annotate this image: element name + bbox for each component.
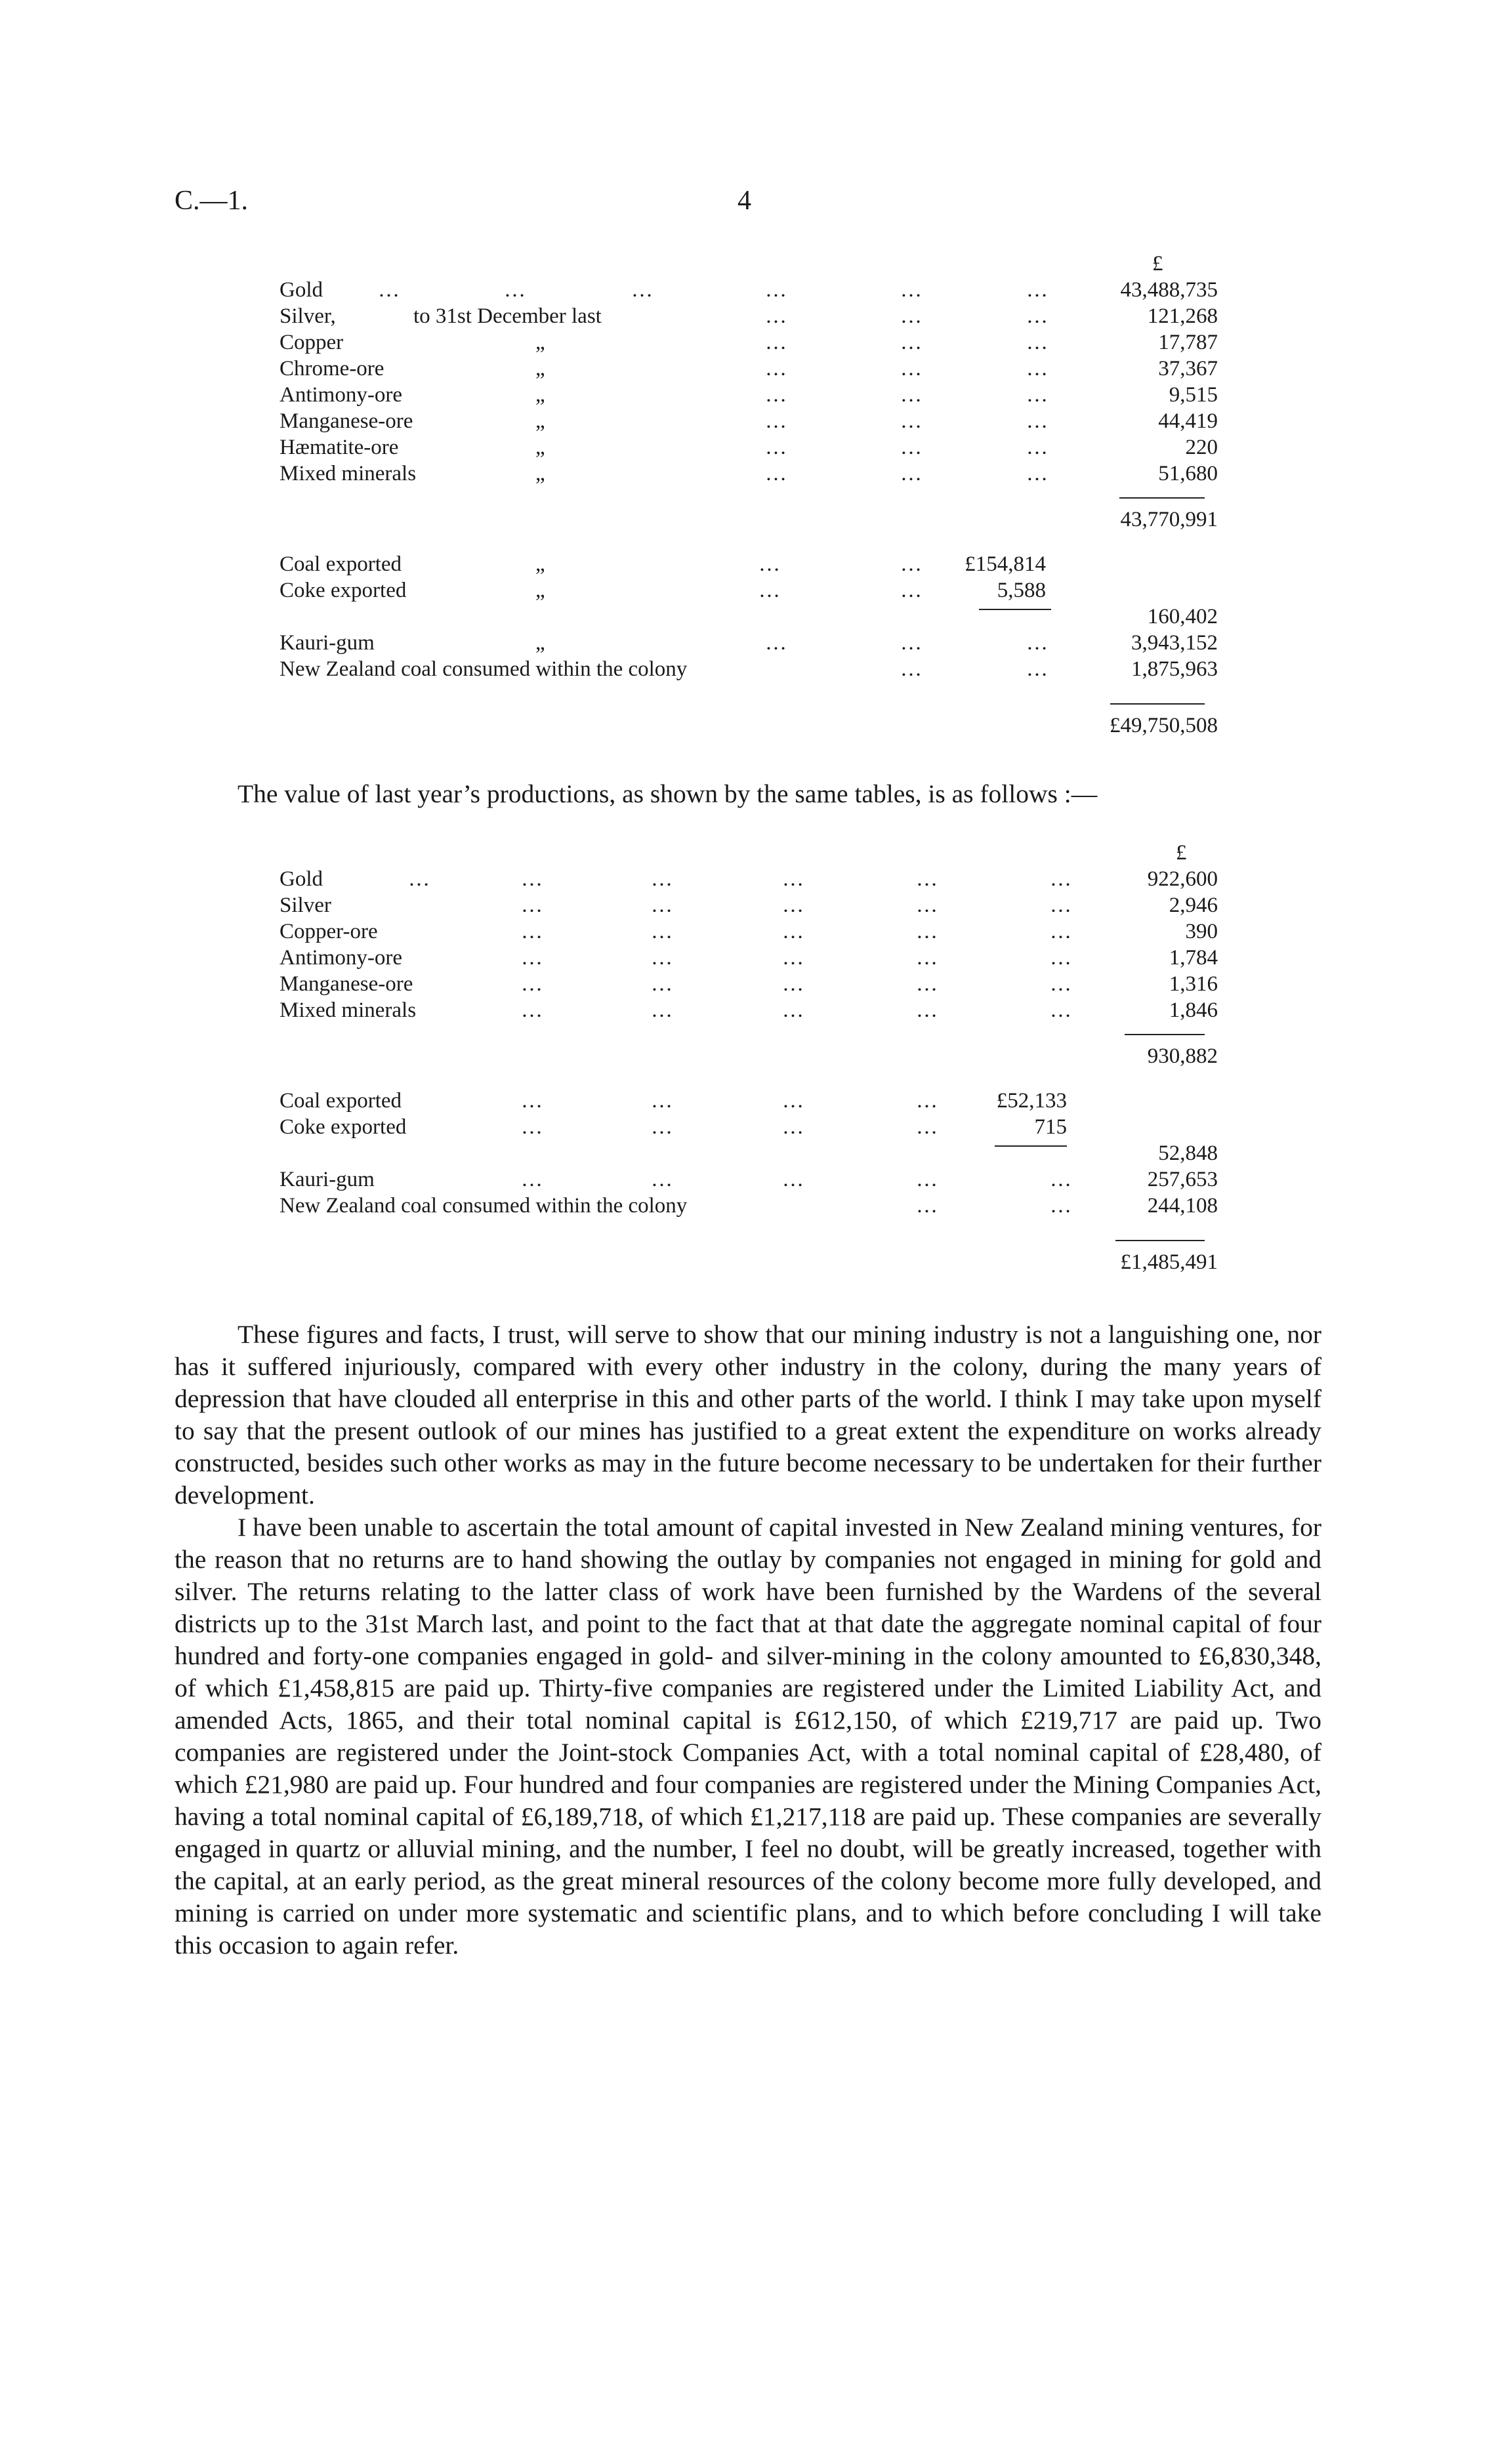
leader-dots: … [1050, 893, 1072, 917]
row-amount: 390 [1185, 920, 1218, 943]
leader-dots: … [651, 1089, 673, 1113]
leader-dots: … [521, 1168, 543, 1191]
row-label: Manganese-ore [280, 409, 413, 433]
leader-dots: … [521, 972, 543, 996]
grand-total: £49,750,508 [1110, 714, 1218, 737]
row-amount: 1,316 [1169, 972, 1218, 996]
leader-dots: … [1026, 657, 1049, 681]
row-amount: 51,680 [1158, 462, 1218, 485]
leader-dots: … [521, 920, 543, 943]
currency-symbol: £ [1152, 252, 1163, 276]
paragraph: I have been unable to ascertain the total amount of capital invested in New Zealand mining ventures, for the reason that no returns are to hand showing the outlay by companies not engaged in mining for gold and silver. The returns relating to the latter class of work have been furnished by the Wardens of the several districts up to the 31st March last, and point to the fact that at that date the aggregate nominal capital of four hundred and forty-one companies engaged in gold- and silver-mining in the colony amounted to £6,830,348, of which £1,458,815 are paid up. Thirty-five companies are registered under the Limited Liability Act, and amended Acts, 1865, and their total nominal capital is £612,150, of which £219,717 are paid up. Two companies are registered under the Joint-stock Companies Act, with a total nominal capital of £28,480, of which £21,980 are paid up. Four hundred and four companies are registered under the Mining Companies Act, having a total nominal capital of £6,189,718, of which £1,217,118 are paid up. These companies are severally engaged in quartz or alluvial mining, and the number, I feel no doubt, will be greatly increased, together with the capital, at an early period, as the great mineral resources of the colony become more fully developed, and mining is carried on under more systematic and scientific plans, and to which before concluding I will take this occasion to again refer. [175, 1513, 1321, 1960]
leader-dots: … [521, 946, 543, 970]
leader-dots: … [916, 1115, 938, 1139]
row-label: Copper-ore [280, 920, 378, 943]
leader-dots: … [916, 893, 938, 917]
leader-dots: … [758, 552, 781, 576]
leader-dots: … [651, 946, 673, 970]
table-row [280, 1088, 1218, 1114]
leader-dots: … [900, 657, 923, 681]
ditto-mark: „ [535, 383, 545, 407]
row-label: Kauri-gum [280, 631, 375, 655]
grand-total: £1,485,491 [1120, 1250, 1218, 1274]
row-label: Coal exported [280, 552, 402, 576]
paragraph: These figures and facts, I trust, will serve to show that our mining industry is not a languishing one, nor has it suffered injuriously, compared with every other industry in the colony, during the many years of depression that have clouded all enterprise in this and other parts of the world. I think I may take upon myself to say that the present outlook of our mines has justified to a great extent the expenditure on works already constructed, besides such other works as may in the future become necessary to be undertaken for their further development. [175, 1320, 1321, 1509]
leader-dots: … [900, 357, 923, 380]
ditto-mark: „ [535, 631, 545, 655]
leader-dots: … [782, 867, 804, 891]
table-row [280, 329, 1218, 356]
leader-dots: … [1026, 331, 1049, 354]
subtotal-rule [1125, 1034, 1205, 1035]
leader-dots: … [916, 972, 938, 996]
ditto-mark: „ [535, 357, 545, 380]
leader-dots: … [1026, 357, 1049, 380]
leader-dots: … [765, 304, 787, 328]
leader-dots: … [782, 998, 804, 1022]
row-amount: 37,367 [1158, 357, 1218, 380]
table-row [280, 971, 1218, 997]
leader-dots: … [900, 383, 923, 407]
leader-dots: … [765, 436, 787, 459]
table-row [280, 945, 1218, 971]
leader-dots: … [1050, 972, 1072, 996]
leader-dots: … [631, 278, 654, 302]
row-amount: 244,108 [1147, 1194, 1218, 1218]
row-amount: 5,588 [997, 579, 1046, 602]
leader-dots: … [900, 631, 923, 655]
leader-dots: … [765, 462, 787, 485]
mineral-subtotal: 43,770,991 [1120, 508, 1218, 531]
table-row [280, 630, 1218, 656]
row-amount: 44,419 [1158, 409, 1218, 433]
leader-dots: … [1026, 409, 1049, 433]
row-amount: 9,515 [1169, 383, 1218, 407]
leader-dots: … [900, 552, 923, 576]
leader-dots: … [1050, 946, 1072, 970]
leader-dots: … [916, 1168, 938, 1191]
production-table-total [280, 251, 1224, 749]
row-label: Kauri-gum [280, 1168, 375, 1191]
leader-dots: … [782, 972, 804, 996]
leader-dots: … [900, 462, 923, 485]
coal-total: 160,402 [1147, 605, 1218, 628]
ditto-mark: „ [535, 409, 545, 433]
leader-dots: … [758, 579, 781, 602]
coal-total: 52,848 [1158, 1141, 1218, 1165]
leader-dots: … [900, 278, 923, 302]
row-amount: 715 [1034, 1115, 1067, 1139]
leader-dots: … [782, 1089, 804, 1113]
leader-dots: … [1026, 436, 1049, 459]
leader-dots: … [765, 357, 787, 380]
leader-dots: … [651, 972, 673, 996]
row-label: Coke exported [280, 579, 407, 602]
row-label: Antimony-ore [280, 383, 402, 407]
leader-dots: … [900, 409, 923, 433]
ditto-mark: „ [535, 579, 545, 602]
row-label: Gold [280, 278, 323, 302]
body-text [175, 1319, 1321, 1961]
row-label: Antimony-ore [280, 946, 402, 970]
table-row [280, 892, 1218, 918]
leader-dots: … [521, 1089, 543, 1113]
leader-dots: … [1050, 920, 1072, 943]
row-amount: 922,600 [1147, 867, 1218, 891]
row-amount: 121,268 [1147, 304, 1218, 328]
ditto-mark: „ [535, 436, 545, 459]
row-amount: 43,488,735 [1120, 278, 1218, 302]
leader-dots: … [651, 893, 673, 917]
leader-dots: … [651, 867, 673, 891]
table-row [280, 866, 1218, 892]
row-label: Silver [280, 893, 331, 917]
leader-dots: … [521, 867, 543, 891]
leader-dots: … [765, 409, 787, 433]
mineral-subtotal: 930,882 [1147, 1044, 1218, 1068]
row-amount: 257,653 [1147, 1168, 1218, 1191]
grand-total-rule [1115, 1240, 1205, 1241]
table-row [280, 577, 1218, 604]
leader-dots: … [782, 946, 804, 970]
row-label: Mixed minerals [280, 998, 417, 1022]
leader-dots: … [916, 920, 938, 943]
ditto-mark: „ [535, 331, 545, 354]
leader-dots: … [1026, 631, 1049, 655]
leader-dots: … [521, 998, 543, 1022]
row-amount: £154,814 [965, 552, 1046, 576]
leader-dots: … [916, 946, 938, 970]
row-amount: £52,133 [996, 1089, 1067, 1113]
leader-dots: … [651, 998, 673, 1022]
leader-dots: … [900, 304, 923, 328]
leader-dots: … [765, 383, 787, 407]
row-label: Coal exported [280, 1089, 402, 1113]
leader-dots: … [916, 998, 938, 1022]
leader-dots: … [900, 436, 923, 459]
leader-dots: … [651, 1115, 673, 1139]
leader-dots: … [378, 278, 400, 302]
leader-dots: … [765, 631, 787, 655]
leader-dots: … [1050, 867, 1072, 891]
leader-dots: … [1026, 383, 1049, 407]
intro-text: The value of last year’s productions, as shown by the same tables, is as follows :— [238, 779, 1098, 808]
row-label: New Zealand coal consumed within the colony [280, 1194, 688, 1218]
leader-dots: … [651, 920, 673, 943]
row-amount: 1,875,963 [1131, 657, 1218, 681]
row-amount: 1,846 [1169, 998, 1218, 1022]
row-label: Hæmatite-ore [280, 436, 399, 459]
row-sublabel: to 31st December last [413, 304, 602, 328]
leader-dots: … [782, 1168, 804, 1191]
leader-dots: … [900, 331, 923, 354]
table-row [280, 1193, 1218, 1219]
row-amount: 3,943,152 [1131, 631, 1218, 655]
page-number: 4 [738, 186, 751, 216]
row-label: Manganese-ore [280, 972, 413, 996]
table-row [280, 551, 1218, 577]
row-label: New Zealand coal consumed within the colony [280, 657, 688, 681]
ditto-mark: „ [535, 552, 545, 576]
leader-dots: … [765, 278, 787, 302]
leader-dots: … [900, 579, 923, 602]
table-row [280, 434, 1218, 461]
table-row [280, 303, 1218, 329]
row-label: Copper [280, 331, 344, 354]
leader-dots: … [1026, 278, 1049, 302]
leader-dots: … [1050, 998, 1072, 1022]
row-label: Gold [280, 867, 323, 891]
table-row [280, 356, 1218, 382]
leader-dots: … [782, 920, 804, 943]
table-row [280, 656, 1218, 682]
leader-dots: … [916, 867, 938, 891]
row-amount: 1,784 [1169, 946, 1218, 970]
table-row [280, 1166, 1218, 1193]
leader-dots: … [782, 893, 804, 917]
leader-dots: … [765, 331, 787, 354]
row-label: Mixed minerals [280, 462, 417, 485]
leader-dots: … [1050, 1194, 1072, 1218]
row-label: Coke exported [280, 1115, 407, 1139]
row-amount: 2,946 [1169, 893, 1218, 917]
leader-dots: … [521, 1115, 543, 1139]
leader-dots: … [916, 1089, 938, 1113]
table-row [280, 277, 1218, 303]
row-amount: 17,787 [1158, 331, 1218, 354]
table-row [280, 997, 1218, 1023]
subtotal-rule [1119, 497, 1205, 499]
leader-dots: … [651, 1168, 673, 1191]
production-table-last-year [280, 840, 1224, 1273]
row-label: Silver, [280, 304, 336, 328]
leader-dots: … [1026, 462, 1049, 485]
row-amount: 220 [1185, 436, 1218, 459]
leader-dots: … [504, 278, 526, 302]
currency-symbol: £ [1176, 841, 1187, 865]
leader-dots: … [408, 867, 430, 891]
leader-dots: … [916, 1194, 938, 1218]
table-row [280, 461, 1218, 487]
leader-dots: … [521, 893, 543, 917]
table-row [280, 382, 1218, 408]
leader-dots: … [1026, 304, 1049, 328]
document-reference: C.—1. [175, 186, 249, 216]
table-row [280, 408, 1218, 434]
table-row [280, 1114, 1218, 1140]
leader-dots: … [782, 1115, 804, 1139]
row-label: Chrome-ore [280, 357, 384, 380]
leader-dots: … [1050, 1168, 1072, 1191]
table-row [280, 918, 1218, 945]
ditto-mark: „ [535, 462, 545, 485]
grand-total-rule [1110, 703, 1205, 705]
